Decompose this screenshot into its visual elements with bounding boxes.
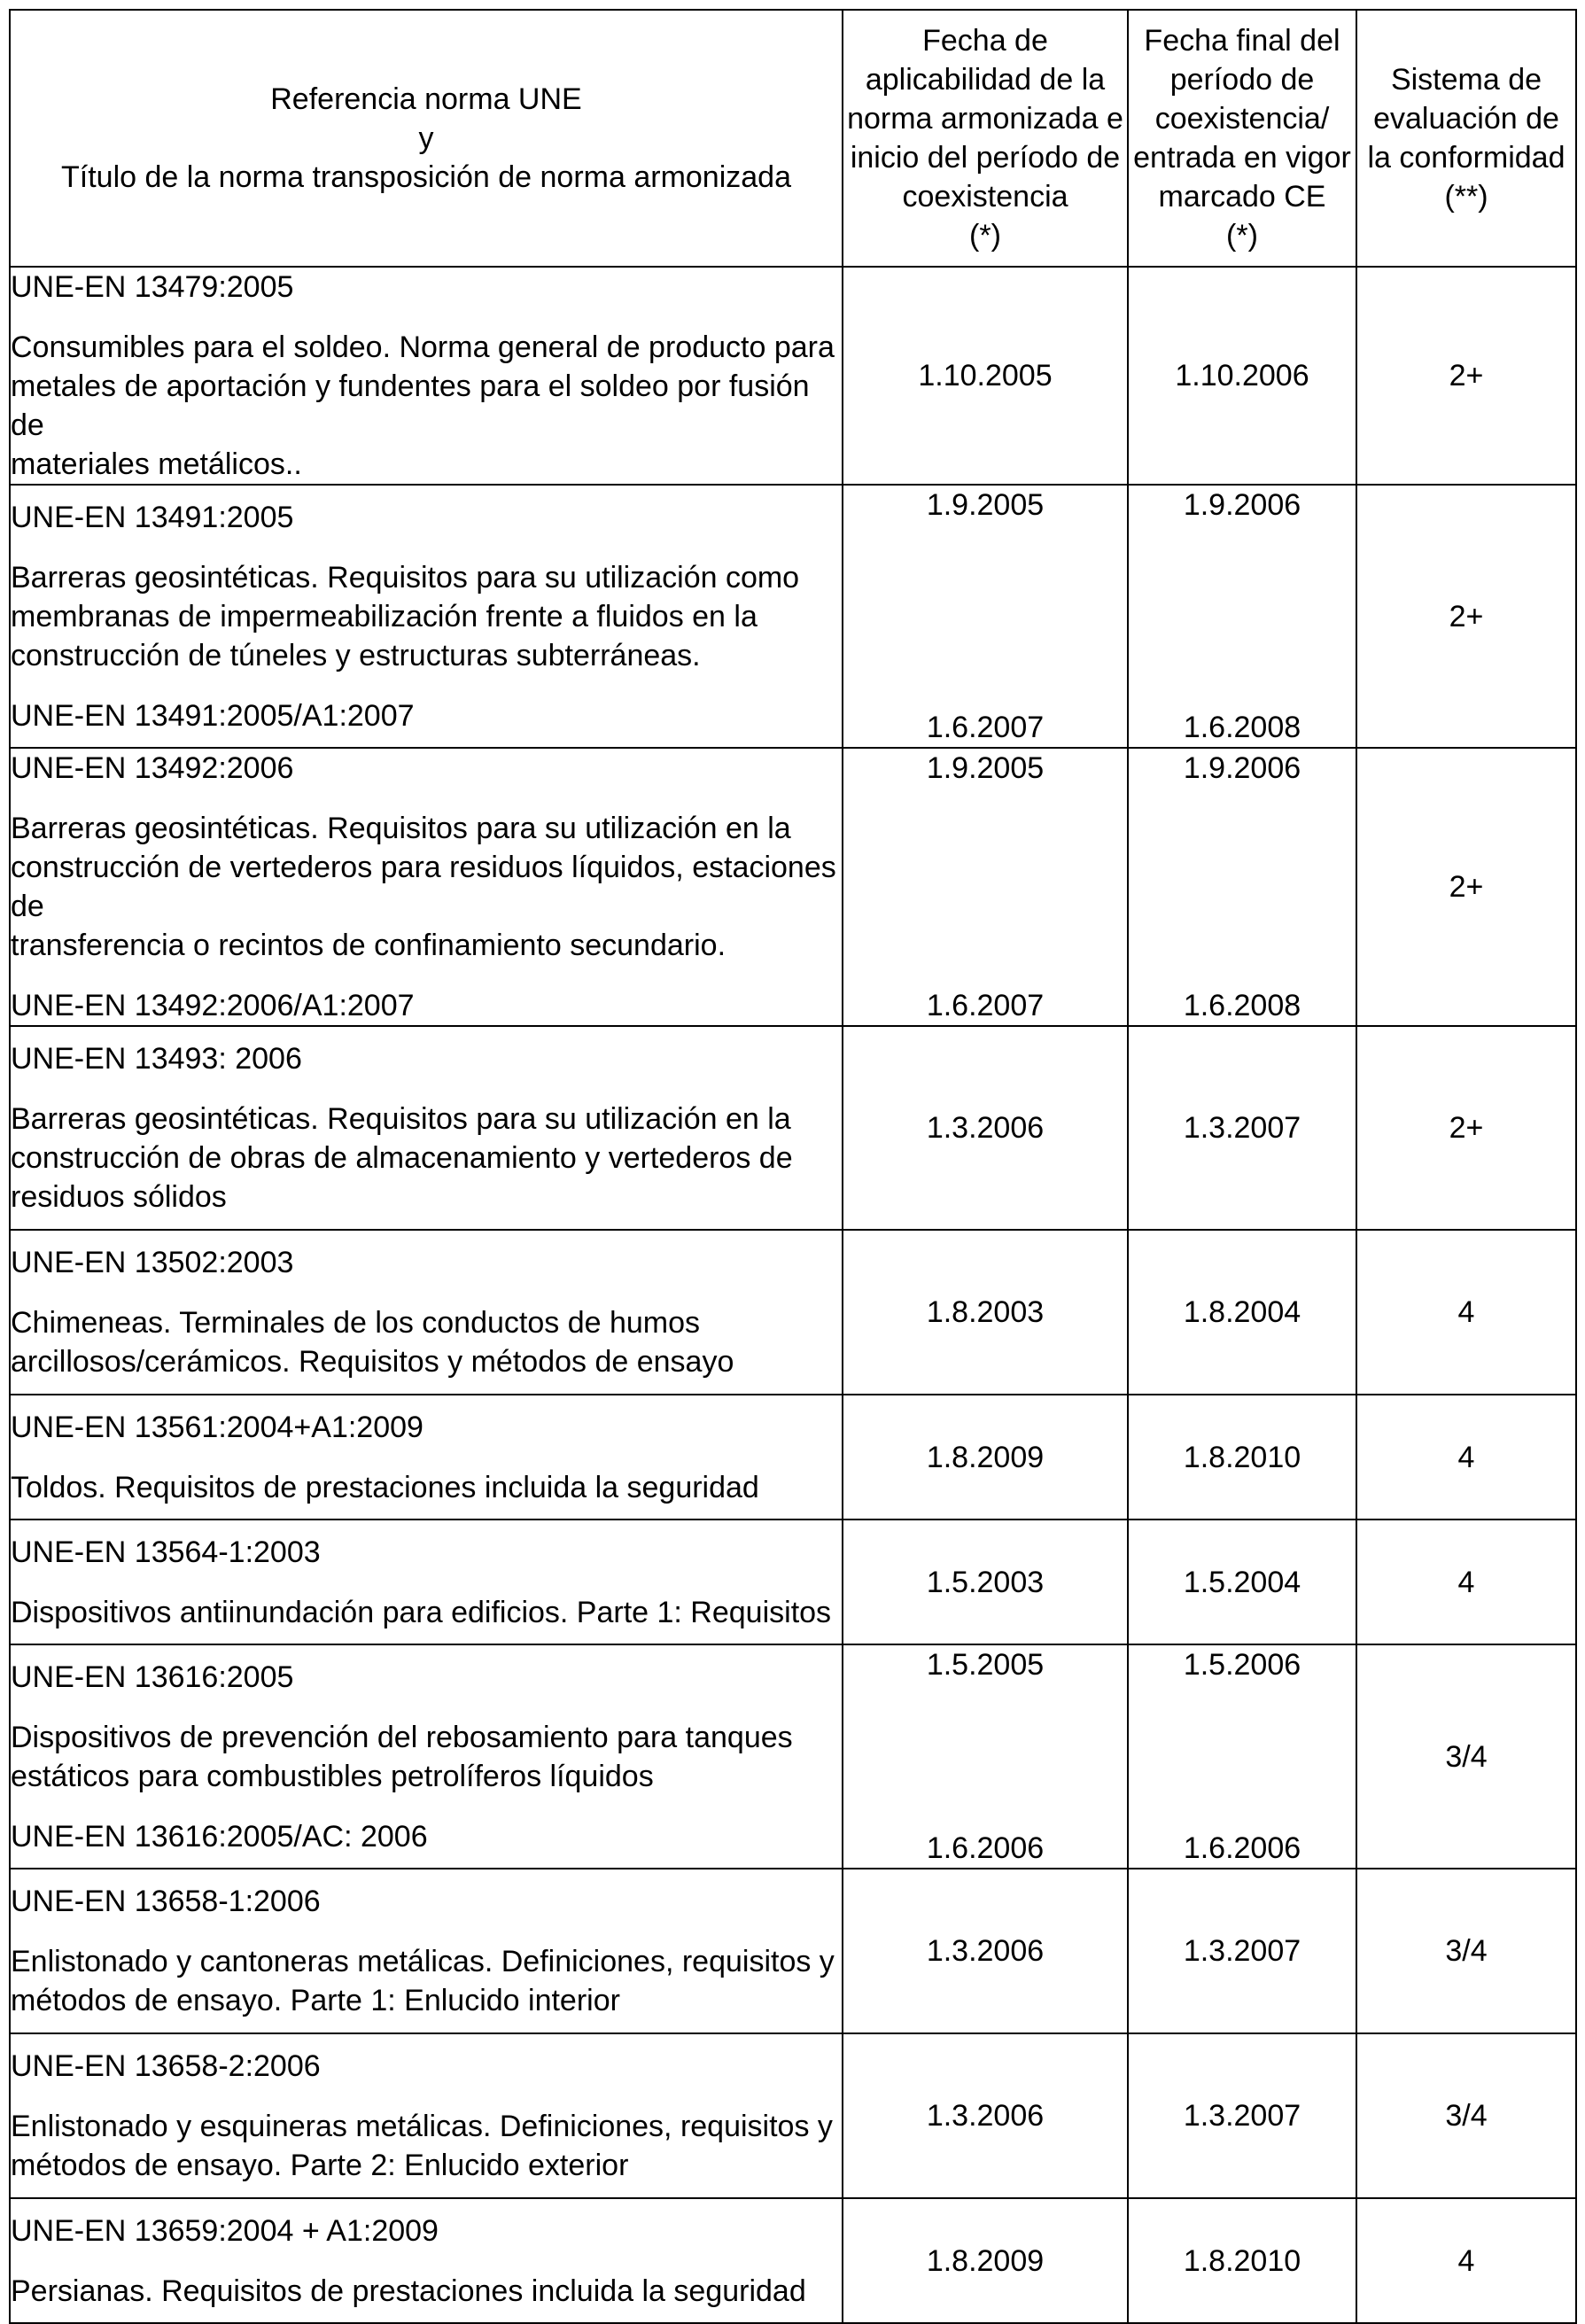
header-text: coexistencia/ bbox=[1154, 102, 1330, 136]
title-line: Chimeneas. Terminales de los conductos de humos bbox=[11, 1306, 701, 1340]
applicability-date: 1.3.2006 bbox=[843, 1026, 1128, 1230]
conformity-system: 3/4 bbox=[1356, 1869, 1576, 2033]
conformity-system: 2+ bbox=[1356, 267, 1576, 485]
title-line: Enlistonado y esquineras metálicas. Definiciones, requisitos y bbox=[11, 2110, 833, 2143]
title-line: construcción de obras de almacenamiento y vertederos de bbox=[11, 1141, 793, 1175]
table-row bbox=[10, 1644, 1576, 1869]
table-row bbox=[10, 1395, 1576, 1520]
header-text: Sistema de bbox=[1390, 63, 1542, 97]
title-line: metales de aportación y fundentes para el soldeo por fusión de bbox=[11, 369, 810, 442]
end-date: 1.3.2007 bbox=[1128, 2033, 1356, 2198]
header-text: marcado CE bbox=[1158, 180, 1326, 214]
standard-description bbox=[10, 1230, 843, 1395]
header-end-date bbox=[1128, 10, 1356, 267]
table-row bbox=[10, 2198, 1576, 2323]
header-applicability-date bbox=[843, 10, 1128, 267]
conformity-system: 2+ bbox=[1356, 748, 1576, 1026]
header-text: inicio del período de bbox=[850, 141, 1121, 175]
title-line: Toldos. Requisitos de prestaciones incluida la seguridad bbox=[11, 1470, 759, 1504]
standard-description bbox=[10, 2033, 843, 2198]
standard-title bbox=[11, 1942, 842, 2020]
amendment-reference: UNE-EN 13491:2005/A1:2007 bbox=[11, 698, 415, 733]
amendment-reference: UNE-EN 13492:2006/A1:2007 bbox=[11, 989, 415, 1022]
date-value: 1.5.2006 bbox=[1183, 1648, 1301, 1682]
title-line: Barreras geosintéticas. Requisitos para su utilización en la bbox=[11, 1102, 791, 1136]
table-row bbox=[10, 267, 1576, 485]
header-text: norma armonizada e bbox=[847, 102, 1123, 136]
title-line: estáticos para combustibles petrolíferos líquidos bbox=[11, 1759, 654, 1793]
conformity-system: 4 bbox=[1356, 2198, 1576, 2323]
conformity-system: 3/4 bbox=[1356, 1644, 1576, 1869]
title-line: transferencia o recintos de confinamiento secundario. bbox=[11, 929, 726, 962]
standard-title bbox=[11, 809, 842, 965]
amendment-reference: UNE-EN 13616:2005/AC: 2006 bbox=[11, 1819, 428, 1854]
standard-description bbox=[10, 1644, 843, 1869]
applicability-date: 1.10.2005 bbox=[843, 267, 1128, 485]
title-line: métodos de ensayo. Parte 1: Enlucido interior bbox=[11, 1984, 620, 2017]
standard-title bbox=[11, 558, 842, 675]
header-text: Referencia norma UNE bbox=[270, 82, 582, 116]
title-line: construcción de túneles y estructuras subterráneas. bbox=[11, 638, 701, 672]
standard-title bbox=[11, 2107, 842, 2185]
header-text: la conformidad bbox=[1367, 141, 1566, 175]
applicability-date: 1.8.2009 bbox=[843, 1395, 1128, 1520]
header-text: (**) bbox=[1444, 180, 1488, 214]
conformity-system: 3/4 bbox=[1356, 2033, 1576, 2198]
standard-reference: UNE-EN 13492:2006 bbox=[11, 751, 294, 785]
title-line: residuos sólidos bbox=[11, 1180, 227, 1214]
table-row bbox=[10, 2033, 1576, 2198]
standard-reference: UNE-EN 13564-1:2003 bbox=[11, 1535, 321, 1569]
table-row bbox=[10, 1869, 1576, 2033]
standard-description bbox=[10, 2198, 843, 2323]
standard-title bbox=[11, 1303, 842, 1381]
end-date: 1.8.2004 bbox=[1128, 1230, 1356, 1395]
title-line: métodos de ensayo. Parte 2: Enlucido exterior bbox=[11, 2149, 629, 2182]
amendment-date-value: 1.6.2006 bbox=[1183, 1831, 1301, 1865]
standard-description bbox=[10, 748, 843, 1026]
standard-title bbox=[11, 1593, 842, 1632]
end-date bbox=[1128, 748, 1356, 1026]
title-line: membranas de impermeabilización frente a fluidos en la bbox=[11, 599, 758, 633]
title-line: Consumibles para el soldeo. Norma general de producto para bbox=[11, 330, 835, 364]
title-line: arcillosos/cerámicos. Requisitos y métodos de ensayo bbox=[11, 1345, 734, 1379]
title-line: Barreras geosintéticas. Requisitos para su utilización en la bbox=[11, 812, 791, 845]
title-line: construcción de vertederos para residuos líquidos, estaciones de bbox=[11, 851, 836, 923]
amendment-date-value: 1.6.2008 bbox=[1183, 989, 1301, 1022]
header-text: (*) bbox=[969, 219, 1001, 253]
end-date bbox=[1128, 485, 1356, 748]
standard-reference: UNE-EN 13658-1:2006 bbox=[11, 1885, 321, 1918]
standard-title bbox=[11, 2272, 842, 2311]
applicability-date: 1.8.2003 bbox=[843, 1230, 1128, 1395]
conformity-system: 2+ bbox=[1356, 1026, 1576, 1230]
applicability-date bbox=[843, 1644, 1128, 1869]
standard-title bbox=[11, 1100, 842, 1216]
standard-description bbox=[10, 1520, 843, 1644]
amendment-date-value: 1.6.2007 bbox=[926, 711, 1045, 744]
amendment-date-value: 1.6.2008 bbox=[1183, 711, 1301, 744]
header-text: evaluación de bbox=[1373, 102, 1559, 136]
standard-description bbox=[10, 267, 843, 485]
end-date: 1.8.2010 bbox=[1128, 2198, 1356, 2323]
conformity-system: 2+ bbox=[1356, 485, 1576, 748]
header-text: aplicabilidad de la bbox=[865, 63, 1106, 97]
conformity-system: 4 bbox=[1356, 1520, 1576, 1644]
standards-table bbox=[9, 9, 1577, 2324]
end-date: 1.8.2010 bbox=[1128, 1395, 1356, 1520]
standard-description bbox=[10, 1869, 843, 2033]
date-value: 1.9.2006 bbox=[1183, 488, 1301, 522]
header-row bbox=[10, 10, 1576, 267]
end-date: 1.3.2007 bbox=[1128, 1869, 1356, 2033]
applicability-date: 1.8.2009 bbox=[843, 2198, 1128, 2323]
standard-title bbox=[11, 328, 842, 484]
standard-reference: UNE-EN 13491:2005 bbox=[11, 500, 294, 534]
standard-reference: UNE-EN 13561:2004+A1:2009 bbox=[11, 1410, 423, 1444]
table-row bbox=[10, 1230, 1576, 1395]
end-date bbox=[1128, 1644, 1356, 1869]
standard-reference: UNE-EN 13493: 2006 bbox=[11, 1042, 302, 1076]
standard-description bbox=[10, 485, 843, 748]
applicability-date bbox=[843, 485, 1128, 748]
standard-description bbox=[10, 1026, 843, 1230]
end-date: 1.10.2006 bbox=[1128, 267, 1356, 485]
date-value: 1.5.2005 bbox=[926, 1648, 1045, 1682]
applicability-date bbox=[843, 748, 1128, 1026]
table-row bbox=[10, 1520, 1576, 1644]
title-line: Dispositivos antiinundación para edificios. Parte 1: Requisitos bbox=[11, 1595, 832, 1629]
title-line: Dispositivos de prevención del rebosamiento para tanques bbox=[11, 1720, 793, 1754]
table-row bbox=[10, 485, 1576, 748]
header-text: Fecha final del bbox=[1144, 24, 1340, 58]
header-text: período de bbox=[1169, 63, 1315, 97]
header-text: coexistencia bbox=[902, 180, 1068, 214]
standard-reference: UNE-EN 13502:2003 bbox=[11, 1246, 294, 1279]
header-conformity-system bbox=[1356, 10, 1576, 267]
standard-reference: UNE-EN 13658-2:2006 bbox=[11, 2049, 321, 2083]
header-reference-title bbox=[10, 10, 843, 267]
date-value: 1.9.2006 bbox=[1183, 751, 1301, 785]
applicability-date: 1.3.2006 bbox=[843, 2033, 1128, 2198]
header-text: Fecha de bbox=[922, 24, 1048, 58]
end-date: 1.3.2007 bbox=[1128, 1026, 1356, 1230]
title-line: materiales metálicos.. bbox=[11, 447, 302, 481]
amendment-date-value: 1.6.2006 bbox=[926, 1831, 1045, 1865]
standard-title bbox=[11, 1718, 842, 1796]
standard-description bbox=[10, 1395, 843, 1520]
applicability-date: 1.5.2003 bbox=[843, 1520, 1128, 1644]
header-text: y bbox=[418, 121, 434, 155]
standard-reference: UNE-EN 13616:2005 bbox=[11, 1659, 294, 1694]
header-text: (*) bbox=[1226, 219, 1258, 253]
conformity-system: 4 bbox=[1356, 1395, 1576, 1520]
date-value: 1.9.2005 bbox=[926, 751, 1045, 785]
header-text: entrada en vigor bbox=[1133, 141, 1351, 175]
table-row bbox=[10, 748, 1576, 1026]
conformity-system: 4 bbox=[1356, 1230, 1576, 1395]
standard-reference: UNE-EN 13479:2005 bbox=[11, 270, 294, 304]
end-date: 1.5.2004 bbox=[1128, 1520, 1356, 1644]
standard-reference: UNE-EN 13659:2004 + A1:2009 bbox=[11, 2213, 439, 2248]
standard-title bbox=[11, 1468, 842, 1507]
title-line: Enlistonado y cantoneras metálicas. Definiciones, requisitos y bbox=[11, 1945, 835, 1978]
date-value: 1.9.2005 bbox=[926, 488, 1045, 522]
title-line: Barreras geosintéticas. Requisitos para su utilización como bbox=[11, 560, 800, 595]
header-text: Título de la norma transposición de norma armonizada bbox=[61, 160, 791, 194]
applicability-date: 1.3.2006 bbox=[843, 1869, 1128, 2033]
amendment-date-value: 1.6.2007 bbox=[926, 989, 1045, 1022]
title-line: Persianas. Requisitos de prestaciones incluida la seguridad bbox=[11, 2273, 806, 2308]
table-row bbox=[10, 1026, 1576, 1230]
